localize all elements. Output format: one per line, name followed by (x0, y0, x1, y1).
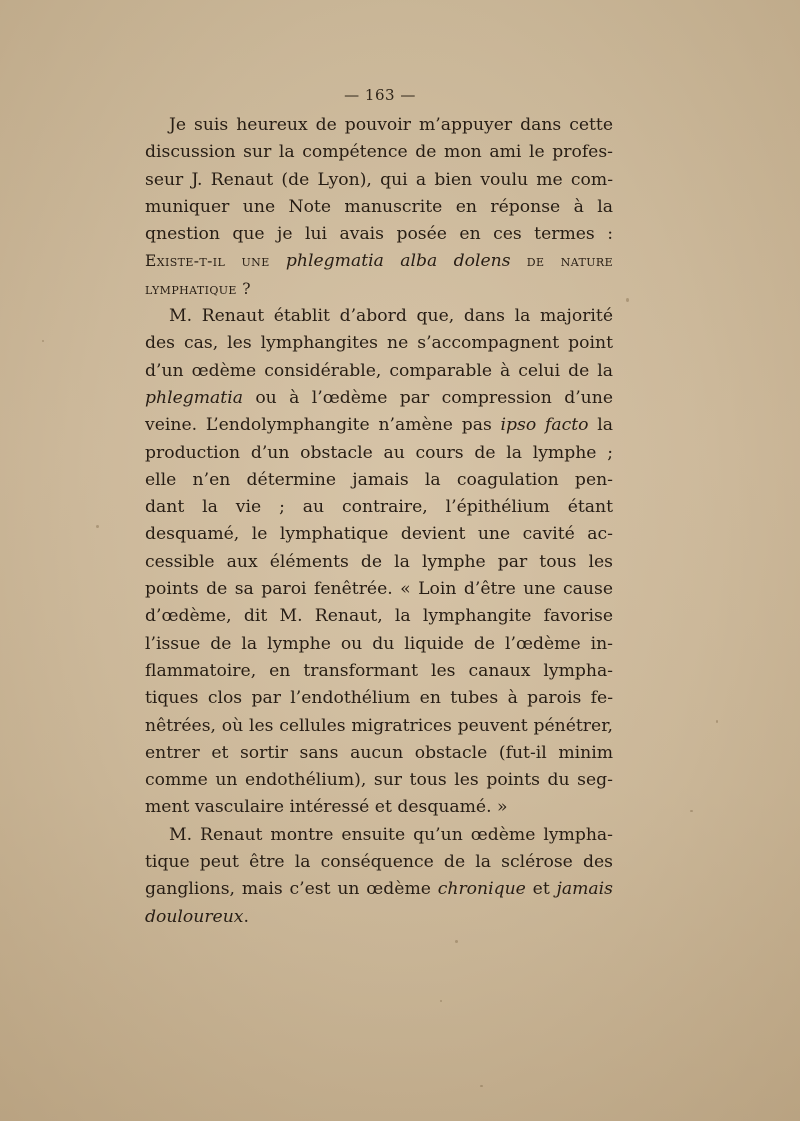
text-line: ment vasculaire intéressé et desquamé. » (145, 797, 508, 818)
text-line: elle n’en détermine jamais la coagulation pen- (145, 469, 613, 490)
text-line: Existe-t-il une phlegmatia alba dolens de nature (145, 251, 613, 272)
text-line: qnestion que je lui avais posée en ces termes : (145, 224, 613, 245)
text-line: flammatoire, en transformant les canaux lympha- (145, 660, 613, 681)
text-line: veine. L’endolymphangite n’amène pas ipso facto la (145, 415, 613, 436)
paper-speck (96, 525, 99, 528)
paper-speck (716, 720, 718, 723)
text-line: comme un endothélium), sur tous les points du seg- (145, 770, 613, 791)
text-line: desquamé, le lymphatique devient une cavité ac- (145, 524, 613, 545)
text-line: cessible aux éléments de la lymphe par tous les (145, 551, 613, 572)
text-line: l’issue de la lymphe ou du liquide de l’œdème in- (145, 633, 613, 654)
text-line: muniquer une Note manuscrite en réponse à la (145, 196, 613, 217)
text-line: production d’un obstacle au cours de la lymphe ; (145, 442, 613, 463)
paper-speck (690, 810, 693, 812)
text-line: dant la vie ; au contraire, l’épithélium étant (145, 497, 613, 518)
text-line: douloureux. (145, 906, 249, 927)
text-line: tique peut être la conséquence de la sclérose des (145, 852, 613, 873)
text-line: nêtrées, où les cellules migratrices peuvent pénétrer, (145, 715, 613, 736)
text-line: seur J. Renaut (de Lyon), qui a bien voulu me com- (145, 169, 613, 190)
text-line: Je suis heureux de pouvoir m’appuyer dans cette (169, 115, 613, 135)
text-line: d’un œdème considérable, comparable à celui de la (145, 360, 613, 381)
text-line: des cas, les lymphangites ne s’accompagnent point (145, 333, 613, 354)
body-text (145, 112, 613, 931)
text-line: tiques clos par l’endothélium en tubes à parois fe- (145, 688, 613, 709)
paper-speck (626, 298, 629, 302)
page-number: — 163 — (344, 86, 416, 104)
text-line: M. Renaut montre ensuite qu’un œdème lympha- (169, 824, 613, 845)
text-line: entrer et sortir sans aucun obstacle (fut-il minim (145, 742, 613, 763)
paper-speck (440, 1000, 442, 1002)
text-line: discussion sur la compétence de mon ami le profes- (145, 142, 613, 163)
text-line: M. Renaut établit d’abord que, dans la majorité (169, 306, 613, 327)
text-line: phlegmatia ou à l’œdème par compression d’une (145, 387, 613, 408)
text-line: d’œdème, dit M. Renaut, la lymphangite favorise (145, 606, 613, 627)
text-line: points de sa paroi fenêtrée. « Loin d’être une cause (145, 579, 613, 600)
text-line: lymphatique ? (145, 279, 251, 298)
paper-speck (455, 940, 458, 943)
text-line: ganglions, mais c’est un œdème chronique et jamais (145, 879, 613, 900)
paper-speck (42, 340, 44, 342)
paper-speck (480, 1085, 483, 1087)
